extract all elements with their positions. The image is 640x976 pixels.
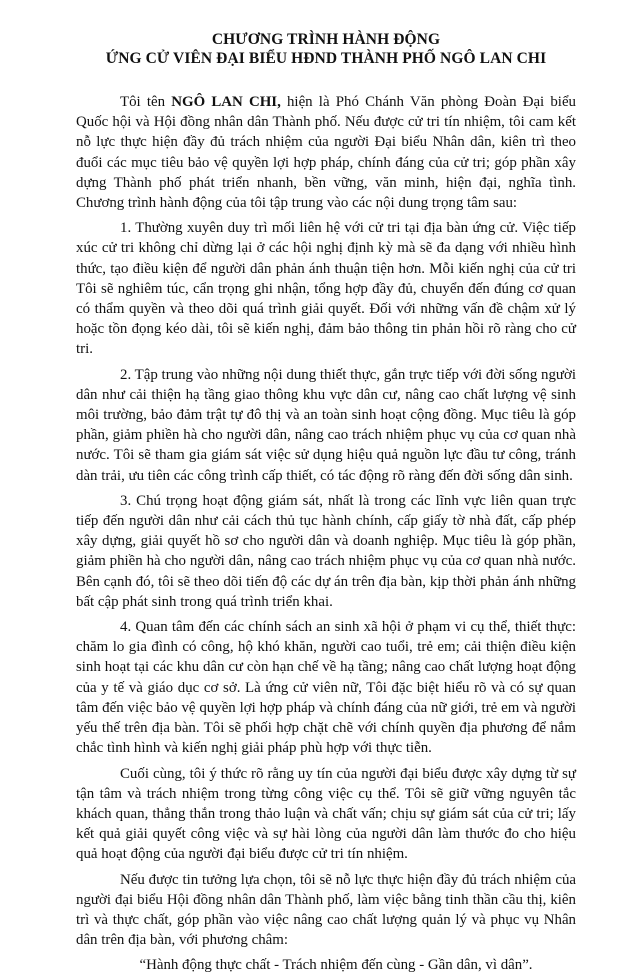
intro-paragraph: [76, 92, 576, 213]
closing-paragraph-2: Nếu được tin tưởng lựa chọn, tôi sẽ nỗ lực thực hiện đầy đủ trách nhiệm của người đại biểu Hội đồng nhân dân Thành phố, làm việc bằng tinh thần cầu thị, kiên trì và thực chất, góp phần vào việc nâng cao chất lượng quản lý và phục vụ Nhân dân trên địa bàn, với phương châm:: [76, 871, 576, 949]
document-body: [76, 92, 576, 976]
point-3-paragraph: 3. Chú trọng hoạt động giám sát, nhất là trong các lĩnh vực liên quan trực tiếp đến người dân như cải cách thủ tục hành chính, cấp giấy tờ nhà đất, cấp phép xây dựng, giải quyết hồ sơ cho người dân và doanh nghiệp. Mục tiêu là góp phần, giảm phiền hà cho người dân, nâng cao trách nhiệm phục vụ của cơ quan nhà nước. Bên cạnh đó, tôi sẽ theo dõi tiến độ các dự án trên địa bàn, kịp thời phản ánh những bất cập phát sinh trong quá trình triển khai.: [76, 492, 576, 610]
candidate-name: NGÔ LAN CHI,: [171, 94, 281, 110]
document-title: [76, 30, 576, 68]
closing-paragraph-1: Cuối cùng, tôi ý thức rõ rằng uy tín của người đại biểu được xây dựng từ sự tận tâm và trách nhiệm trong từng công việc cụ thể. Tôi sẽ giữ vững nguyên tắc khách quan, thẳng thắn trong thảo luận và chất vấn; chịu sự giám sát của cử tri; lấy kết quả giải quyết công việc và sự hài lòng của người dân làm thước đo cho hiệu quả hoạt động của người đại biểu được cử tri tín nhiệm.: [76, 765, 576, 863]
point-1-paragraph: 1. Thường xuyên duy trì mối liên hệ với cử tri tại địa bàn ứng cử. Việc tiếp xúc cử tri không chỉ dừng lại ở các hội nghị định kỳ mà sẽ đa dạng với nhiều hình thức, tạo điều kiện để người dân phản ánh thuận tiện hơn. Mỗi kiến nghị của cử tri Tôi sẽ nghiêm túc, cẩn trọng ghi nhận, tổng hợp đầy đủ, chuyển đến đúng cơ quan có thẩm quyền và theo dõi quá trình giải quyết. Đối với những vấn đề chậm xử lý hoặc tồn đọng kéo dài, tôi sẽ kiến nghị, đảm bảo thông tin phản hồi rõ ràng cho cử tri.: [76, 220, 576, 358]
point-4-paragraph: 4. Quan tâm đến các chính sách an sinh xã hội ở phạm vi cụ thể, thiết thực: chăm lo gia đình có công, hộ khó khăn, người cao tuổi, trẻ em; cải thiện điều kiện sinh hoạt tại các khu dân cư còn hạn chế về hạ tầng; nâng cao chất lượng hoạt động của y tế và giáo dục cơ sở. Là ứng cử viên nữ, Tôi đặc biệt hiểu rõ và có sự quan tâm đến việc bảo vệ quyền lợi hợp pháp và chính đáng của nữ giới, trẻ em và người yếu thế trên địa bàn. Tôi sẽ phối hợp chặt chẽ với chính quyền địa phương để nắm chắc tình hình và kiến nghị giải pháp phù hợp với thực tiễn.: [76, 619, 576, 757]
intro-prefix: Tôi tên: [120, 94, 172, 110]
motto-quote: “Hành động thực chất - Trách nhiệm đến cùng - Gần dân, vì dân”.: [139, 957, 533, 974]
point-2-paragraph: 2. Tập trung vào những nội dung thiết thực, gắn trực tiếp với đời sống người dân như cải thiện hạ tầng giao thông khu vực dân cư, nâng cao chất lượng vệ sinh môi trường, bảo đảm trật tự đô thị và an toàn sinh hoạt cộng đồng. Mục tiêu là góp phần, giảm phiền hà cho người dân, nâng cao trách nhiệm phục vụ của cơ quan nhà nước. Tôi sẽ tham gia giám sát việc sử dụng hiệu quả nguồn lực đầu tư công, tránh dàn trải, ưu tiên các công trình cấp thiết, có tác động rõ ràng đến đời sống dân sinh.: [76, 366, 576, 484]
title-line-1: CHƯƠNG TRÌNH HÀNH ĐỘNG: [211, 31, 441, 48]
intro-text: hiện là Phó Chánh Văn phòng Đoàn Đại biểu Quốc hội và Hội đồng nhân dân Thành phố. Nếu được cử tri tín nhiệm, tôi cam kết nỗ lực thực hiện đầy đủ trách nhiệm của người Đại biểu Nhân dân, kiên trì theo đuổi các mục tiêu bảo vệ quyền lợi hợp pháp, chính đáng của cử tri; góp phần xây dựng Thành phố phát triển nhanh, bền vững, văn minh, hiện đại, nghĩa tình. Chương trình hành động của tôi tập trung vào các nội dung trọng tâm sau:: [76, 94, 577, 212]
title-line-2: ỨNG CỬ VIÊN ĐẠI BIỂU HĐND THÀNH PHỐ NGÔ LAN CHI: [105, 50, 547, 67]
